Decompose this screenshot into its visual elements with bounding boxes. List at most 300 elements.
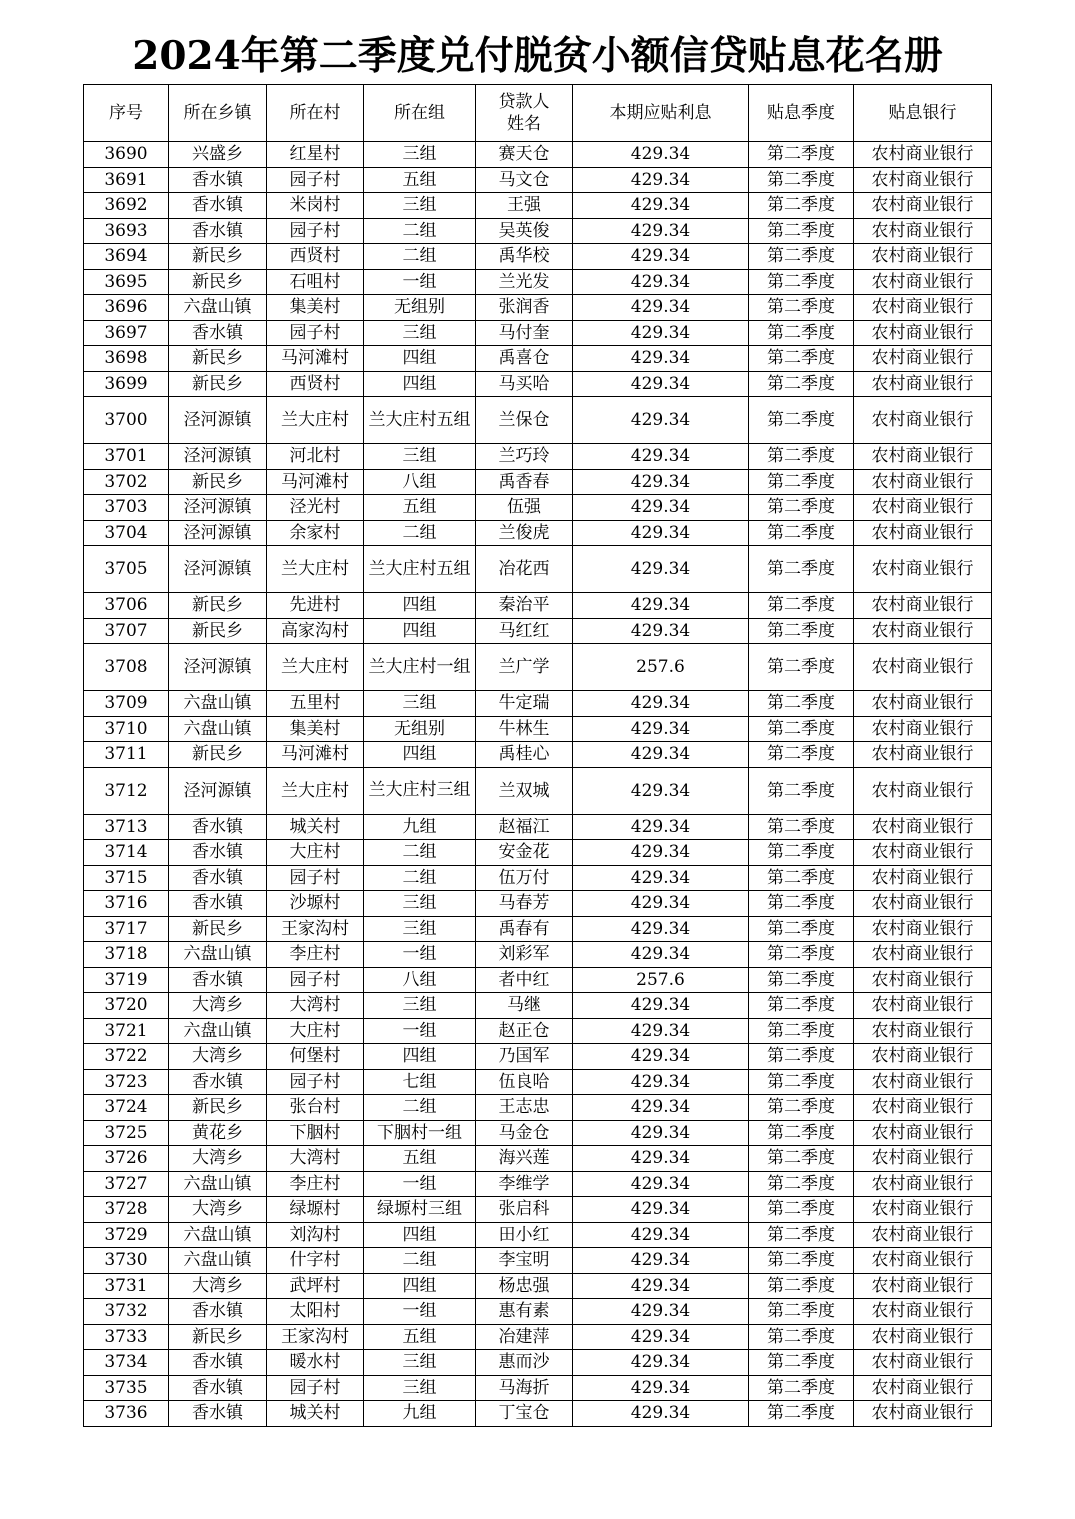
table-row	[84, 1324, 992, 1350]
bank-cell: 农村商业银行	[854, 1273, 992, 1299]
village-cell: 大湾村	[267, 1146, 364, 1172]
quarter-cell: 第二季度	[749, 1401, 854, 1427]
quarter-cell: 第二季度	[749, 840, 854, 866]
table-row	[84, 1044, 992, 1070]
group-cell: 四组	[364, 371, 476, 397]
table-row	[84, 520, 992, 546]
serial-cell: 3720	[84, 993, 169, 1019]
interest-cell: 429.34	[573, 865, 749, 891]
quarter-cell: 第二季度	[749, 742, 854, 768]
quarter-cell: 第二季度	[749, 469, 854, 495]
township-cell: 泾河源镇	[169, 644, 267, 691]
township-cell: 香水镇	[169, 865, 267, 891]
village-cell: 大庄村	[267, 840, 364, 866]
quarter-cell: 第二季度	[749, 218, 854, 244]
interest-cell: 429.34	[573, 1401, 749, 1427]
group-cell: 下胭村一组	[364, 1120, 476, 1146]
interest-cell: 429.34	[573, 767, 749, 814]
township-cell: 新民乡	[169, 1095, 267, 1121]
quarter-cell: 第二季度	[749, 1248, 854, 1274]
serial-cell: 3706	[84, 593, 169, 619]
borrower-cell: 乃国军	[476, 1044, 573, 1070]
interest-cell: 429.34	[573, 244, 749, 270]
township-cell: 六盘山镇	[169, 716, 267, 742]
township-cell: 泾河源镇	[169, 495, 267, 521]
serial-cell: 3699	[84, 371, 169, 397]
interest-cell: 429.34	[573, 593, 749, 619]
quarter-cell: 第二季度	[749, 269, 854, 295]
borrower-cell: 兰保仓	[476, 397, 573, 444]
township-cell: 大湾乡	[169, 1044, 267, 1070]
bank-cell: 农村商业银行	[854, 167, 992, 193]
interest-cell: 429.34	[573, 916, 749, 942]
group-cell: 三组	[364, 142, 476, 168]
borrower-cell: 伍万付	[476, 865, 573, 891]
borrower-cell: 马继	[476, 993, 573, 1019]
serial-cell: 3730	[84, 1248, 169, 1274]
interest-cell: 429.34	[573, 495, 749, 521]
village-cell: 兰大庄村	[267, 644, 364, 691]
quarter-cell: 第二季度	[749, 1095, 854, 1121]
quarter-cell: 第二季度	[749, 142, 854, 168]
bank-cell: 农村商业银行	[854, 942, 992, 968]
group-cell: 五组	[364, 495, 476, 521]
village-cell: 城关村	[267, 814, 364, 840]
borrower-cell: 牛定瑞	[476, 691, 573, 717]
bank-cell: 农村商业银行	[854, 742, 992, 768]
serial-cell: 3713	[84, 814, 169, 840]
township-cell: 六盘山镇	[169, 691, 267, 717]
header-serial: 序号	[84, 85, 169, 142]
table-row	[84, 865, 992, 891]
quarter-cell: 第二季度	[749, 1375, 854, 1401]
township-cell: 泾河源镇	[169, 444, 267, 470]
quarter-cell: 第二季度	[749, 716, 854, 742]
quarter-cell: 第二季度	[749, 942, 854, 968]
bank-cell: 农村商业银行	[854, 865, 992, 891]
table-row	[84, 444, 992, 470]
township-cell: 六盘山镇	[169, 1248, 267, 1274]
quarter-cell: 第二季度	[749, 1044, 854, 1070]
quarter-cell: 第二季度	[749, 916, 854, 942]
township-cell: 新民乡	[169, 618, 267, 644]
quarter-cell: 第二季度	[749, 1222, 854, 1248]
table-row	[84, 346, 992, 372]
village-cell: 园子村	[267, 320, 364, 346]
quarter-cell: 第二季度	[749, 1018, 854, 1044]
bank-cell: 农村商业银行	[854, 295, 992, 321]
serial-cell: 3695	[84, 269, 169, 295]
group-cell: 兰大庄村五组	[364, 546, 476, 593]
group-cell: 三组	[364, 1375, 476, 1401]
table-row	[84, 1248, 992, 1274]
table-row	[84, 1120, 992, 1146]
serial-cell: 3705	[84, 546, 169, 593]
village-cell: 大湾村	[267, 993, 364, 1019]
table-row	[84, 916, 992, 942]
township-cell: 兴盛乡	[169, 142, 267, 168]
header-township: 所在乡镇	[169, 85, 267, 142]
group-cell: 兰大庄村五组	[364, 397, 476, 444]
interest-cell: 429.34	[573, 1299, 749, 1325]
bank-cell: 农村商业银行	[854, 1069, 992, 1095]
serial-cell: 3691	[84, 167, 169, 193]
township-cell: 新民乡	[169, 593, 267, 619]
bank-cell: 农村商业银行	[854, 1299, 992, 1325]
serial-cell: 3692	[84, 193, 169, 219]
table-row	[84, 993, 992, 1019]
group-cell: 二组	[364, 244, 476, 270]
serial-cell: 3708	[84, 644, 169, 691]
village-cell: 太阳村	[267, 1299, 364, 1325]
borrower-cell: 马金仓	[476, 1120, 573, 1146]
quarter-cell: 第二季度	[749, 1273, 854, 1299]
quarter-cell: 第二季度	[749, 1171, 854, 1197]
borrower-cell: 惠有素	[476, 1299, 573, 1325]
quarter-cell: 第二季度	[749, 320, 854, 346]
borrower-cell: 吴英俊	[476, 218, 573, 244]
group-cell: 三组	[364, 691, 476, 717]
group-cell: 四组	[364, 742, 476, 768]
township-cell: 泾河源镇	[169, 767, 267, 814]
group-cell: 兰大庄村三组	[364, 767, 476, 814]
township-cell: 香水镇	[169, 840, 267, 866]
quarter-cell: 第二季度	[749, 1146, 854, 1172]
borrower-cell: 赵正仓	[476, 1018, 573, 1044]
quarter-cell: 第二季度	[749, 993, 854, 1019]
quarter-cell: 第二季度	[749, 618, 854, 644]
serial-cell: 3696	[84, 295, 169, 321]
table-row	[84, 320, 992, 346]
bank-cell: 农村商业银行	[854, 593, 992, 619]
bank-cell: 农村商业银行	[854, 1044, 992, 1070]
group-cell: 四组	[364, 618, 476, 644]
borrower-cell: 刘彩军	[476, 942, 573, 968]
interest-cell: 429.34	[573, 1248, 749, 1274]
serial-cell: 3714	[84, 840, 169, 866]
interest-cell: 429.34	[573, 691, 749, 717]
serial-cell: 3731	[84, 1273, 169, 1299]
borrower-cell: 海兴莲	[476, 1146, 573, 1172]
bank-cell: 农村商业银行	[854, 469, 992, 495]
township-cell: 泾河源镇	[169, 397, 267, 444]
interest-cell: 429.34	[573, 1197, 749, 1223]
quarter-cell: 第二季度	[749, 495, 854, 521]
quarter-cell: 第二季度	[749, 295, 854, 321]
bank-cell: 农村商业银行	[854, 1350, 992, 1376]
quarter-cell: 第二季度	[749, 593, 854, 619]
township-cell: 香水镇	[169, 1299, 267, 1325]
table-row	[84, 1146, 992, 1172]
quarter-cell: 第二季度	[749, 767, 854, 814]
bank-cell: 农村商业银行	[854, 967, 992, 993]
table-row	[84, 469, 992, 495]
bank-cell: 农村商业银行	[854, 916, 992, 942]
group-cell: 三组	[364, 916, 476, 942]
village-cell: 李庄村	[267, 942, 364, 968]
bank-cell: 农村商业银行	[854, 618, 992, 644]
table-row	[84, 1299, 992, 1325]
township-cell: 六盘山镇	[169, 295, 267, 321]
bank-cell: 农村商业银行	[854, 193, 992, 219]
quarter-cell: 第二季度	[749, 814, 854, 840]
village-cell: 兰大庄村	[267, 397, 364, 444]
borrower-cell: 杨忠强	[476, 1273, 573, 1299]
table-row	[84, 840, 992, 866]
header-village: 所在村	[267, 85, 364, 142]
township-cell: 香水镇	[169, 967, 267, 993]
table-row	[84, 1401, 992, 1427]
village-cell: 沙塬村	[267, 891, 364, 917]
village-cell: 城关村	[267, 1401, 364, 1427]
quarter-cell: 第二季度	[749, 1350, 854, 1376]
quarter-cell: 第二季度	[749, 1197, 854, 1223]
interest-cell: 429.34	[573, 546, 749, 593]
quarter-cell: 第二季度	[749, 891, 854, 917]
village-cell: 五里村	[267, 691, 364, 717]
borrower-cell: 张润香	[476, 295, 573, 321]
serial-cell: 3724	[84, 1095, 169, 1121]
village-cell: 王家沟村	[267, 916, 364, 942]
village-cell: 园子村	[267, 218, 364, 244]
township-cell: 新民乡	[169, 244, 267, 270]
table-row	[84, 1375, 992, 1401]
township-cell: 香水镇	[169, 1069, 267, 1095]
group-cell: 一组	[364, 1171, 476, 1197]
township-cell: 香水镇	[169, 193, 267, 219]
village-cell: 绿塬村	[267, 1197, 364, 1223]
township-cell: 新民乡	[169, 371, 267, 397]
table-row	[84, 618, 992, 644]
borrower-cell: 王强	[476, 193, 573, 219]
group-cell: 一组	[364, 942, 476, 968]
group-cell: 二组	[364, 218, 476, 244]
township-cell: 大湾乡	[169, 993, 267, 1019]
interest-cell: 429.34	[573, 1044, 749, 1070]
bank-cell: 农村商业银行	[854, 397, 992, 444]
serial-cell: 3703	[84, 495, 169, 521]
township-cell: 香水镇	[169, 814, 267, 840]
bank-cell: 农村商业银行	[854, 371, 992, 397]
header-bank: 贴息银行	[854, 85, 992, 142]
village-cell: 武坪村	[267, 1273, 364, 1299]
quarter-cell: 第二季度	[749, 193, 854, 219]
borrower-cell: 牛林生	[476, 716, 573, 742]
village-cell: 集美村	[267, 295, 364, 321]
table-row	[84, 1350, 992, 1376]
borrower-cell: 伍强	[476, 495, 573, 521]
bank-cell: 农村商业银行	[854, 1197, 992, 1223]
interest-cell: 429.34	[573, 167, 749, 193]
group-cell: 三组	[364, 320, 476, 346]
group-cell: 三组	[364, 993, 476, 1019]
village-cell: 兰大庄村	[267, 767, 364, 814]
quarter-cell: 第二季度	[749, 546, 854, 593]
bank-cell: 农村商业银行	[854, 1018, 992, 1044]
borrower-cell: 田小红	[476, 1222, 573, 1248]
interest-cell: 429.34	[573, 520, 749, 546]
table-row	[84, 1069, 992, 1095]
bank-cell: 农村商业银行	[854, 444, 992, 470]
interest-cell: 429.34	[573, 891, 749, 917]
group-cell: 二组	[364, 865, 476, 891]
village-cell: 石咀村	[267, 269, 364, 295]
interest-cell: 429.34	[573, 1171, 749, 1197]
interest-cell: 429.34	[573, 993, 749, 1019]
bank-cell: 农村商业银行	[854, 520, 992, 546]
serial-cell: 3698	[84, 346, 169, 372]
interest-cell: 429.34	[573, 1222, 749, 1248]
serial-cell: 3732	[84, 1299, 169, 1325]
quarter-cell: 第二季度	[749, 1120, 854, 1146]
serial-cell: 3694	[84, 244, 169, 270]
table-row	[84, 967, 992, 993]
table-row	[84, 1095, 992, 1121]
bank-cell: 农村商业银行	[854, 1222, 992, 1248]
township-cell: 泾河源镇	[169, 546, 267, 593]
village-cell: 大庄村	[267, 1018, 364, 1044]
township-cell: 香水镇	[169, 1350, 267, 1376]
serial-cell: 3725	[84, 1120, 169, 1146]
interest-cell: 429.34	[573, 814, 749, 840]
township-cell: 六盘山镇	[169, 1171, 267, 1197]
village-cell: 泾光村	[267, 495, 364, 521]
interest-cell: 429.34	[573, 469, 749, 495]
bank-cell: 农村商业银行	[854, 495, 992, 521]
village-cell: 马河滩村	[267, 346, 364, 372]
village-cell: 米岗村	[267, 193, 364, 219]
bank-cell: 农村商业银行	[854, 1401, 992, 1427]
bank-cell: 农村商业银行	[854, 814, 992, 840]
borrower-cell: 马海折	[476, 1375, 573, 1401]
township-cell: 黄花乡	[169, 1120, 267, 1146]
borrower-cell: 伍良哈	[476, 1069, 573, 1095]
village-cell: 园子村	[267, 967, 364, 993]
village-cell: 马河滩村	[267, 469, 364, 495]
township-cell: 新民乡	[169, 1324, 267, 1350]
table-row	[84, 767, 992, 814]
group-cell: 无组别	[364, 716, 476, 742]
serial-cell: 3727	[84, 1171, 169, 1197]
borrower-cell: 丁宝仓	[476, 1401, 573, 1427]
interest-cell: 429.34	[573, 295, 749, 321]
township-cell: 香水镇	[169, 320, 267, 346]
bank-cell: 农村商业银行	[854, 1248, 992, 1274]
table-row	[84, 397, 992, 444]
interest-cell: 429.34	[573, 1146, 749, 1172]
group-cell: 三组	[364, 193, 476, 219]
borrower-cell: 马春芳	[476, 891, 573, 917]
serial-cell: 3729	[84, 1222, 169, 1248]
table-row	[84, 167, 992, 193]
serial-cell: 3722	[84, 1044, 169, 1070]
village-cell: 西贤村	[267, 244, 364, 270]
group-cell: 一组	[364, 1299, 476, 1325]
serial-cell: 3711	[84, 742, 169, 768]
group-cell: 四组	[364, 1044, 476, 1070]
group-cell: 五组	[364, 1324, 476, 1350]
interest-cell: 429.34	[573, 1095, 749, 1121]
bank-cell: 农村商业银行	[854, 269, 992, 295]
township-cell: 六盘山镇	[169, 1018, 267, 1044]
interest-cell: 429.34	[573, 942, 749, 968]
table-row	[84, 193, 992, 219]
township-cell: 香水镇	[169, 167, 267, 193]
table-row	[84, 942, 992, 968]
village-cell: 李庄村	[267, 1171, 364, 1197]
group-cell: 九组	[364, 814, 476, 840]
borrower-cell: 禹春有	[476, 916, 573, 942]
interest-cell: 429.34	[573, 1375, 749, 1401]
interest-cell: 429.34	[573, 1350, 749, 1376]
serial-cell: 3690	[84, 142, 169, 168]
interest-cell: 429.34	[573, 320, 749, 346]
table-row	[84, 891, 992, 917]
village-cell: 先进村	[267, 593, 364, 619]
table-row	[84, 644, 992, 691]
group-cell: 三组	[364, 444, 476, 470]
township-cell: 香水镇	[169, 891, 267, 917]
table-row	[84, 295, 992, 321]
township-cell: 六盘山镇	[169, 942, 267, 968]
village-cell: 马河滩村	[267, 742, 364, 768]
interest-cell: 429.34	[573, 1069, 749, 1095]
interest-cell: 429.34	[573, 1120, 749, 1146]
village-cell: 西贤村	[267, 371, 364, 397]
quarter-cell: 第二季度	[749, 644, 854, 691]
borrower-cell: 兰广学	[476, 644, 573, 691]
village-cell: 余家村	[267, 520, 364, 546]
borrower-cell: 张启科	[476, 1197, 573, 1223]
table-row	[84, 814, 992, 840]
table-row	[84, 371, 992, 397]
serial-cell: 3710	[84, 716, 169, 742]
serial-cell: 3726	[84, 1146, 169, 1172]
header-borrower: 贷款人姓名	[476, 85, 573, 142]
township-cell: 新民乡	[169, 269, 267, 295]
serial-cell: 3717	[84, 916, 169, 942]
header-interest: 本期应贴利息	[573, 85, 749, 142]
interest-cell: 429.34	[573, 1324, 749, 1350]
group-cell: 五组	[364, 167, 476, 193]
village-cell: 高家沟村	[267, 618, 364, 644]
township-cell: 大湾乡	[169, 1197, 267, 1223]
group-cell: 二组	[364, 1095, 476, 1121]
table-body	[84, 142, 992, 1427]
borrower-cell: 惠而沙	[476, 1350, 573, 1376]
group-cell: 八组	[364, 469, 476, 495]
quarter-cell: 第二季度	[749, 444, 854, 470]
township-cell: 新民乡	[169, 469, 267, 495]
bank-cell: 农村商业银行	[854, 546, 992, 593]
interest-cell: 429.34	[573, 193, 749, 219]
group-cell: 二组	[364, 1248, 476, 1274]
bank-cell: 农村商业银行	[854, 1375, 992, 1401]
serial-cell: 3728	[84, 1197, 169, 1223]
bank-cell: 农村商业银行	[854, 767, 992, 814]
group-cell: 九组	[364, 1401, 476, 1427]
borrower-cell: 者中红	[476, 967, 573, 993]
table-row	[84, 142, 992, 168]
group-cell: 绿塬村三组	[364, 1197, 476, 1223]
quarter-cell: 第二季度	[749, 520, 854, 546]
borrower-cell: 马红红	[476, 618, 573, 644]
borrower-cell: 马买哈	[476, 371, 573, 397]
interest-cell: 429.34	[573, 716, 749, 742]
serial-cell: 3718	[84, 942, 169, 968]
serial-cell: 3712	[84, 767, 169, 814]
subsidy-roster-table	[83, 84, 992, 1427]
